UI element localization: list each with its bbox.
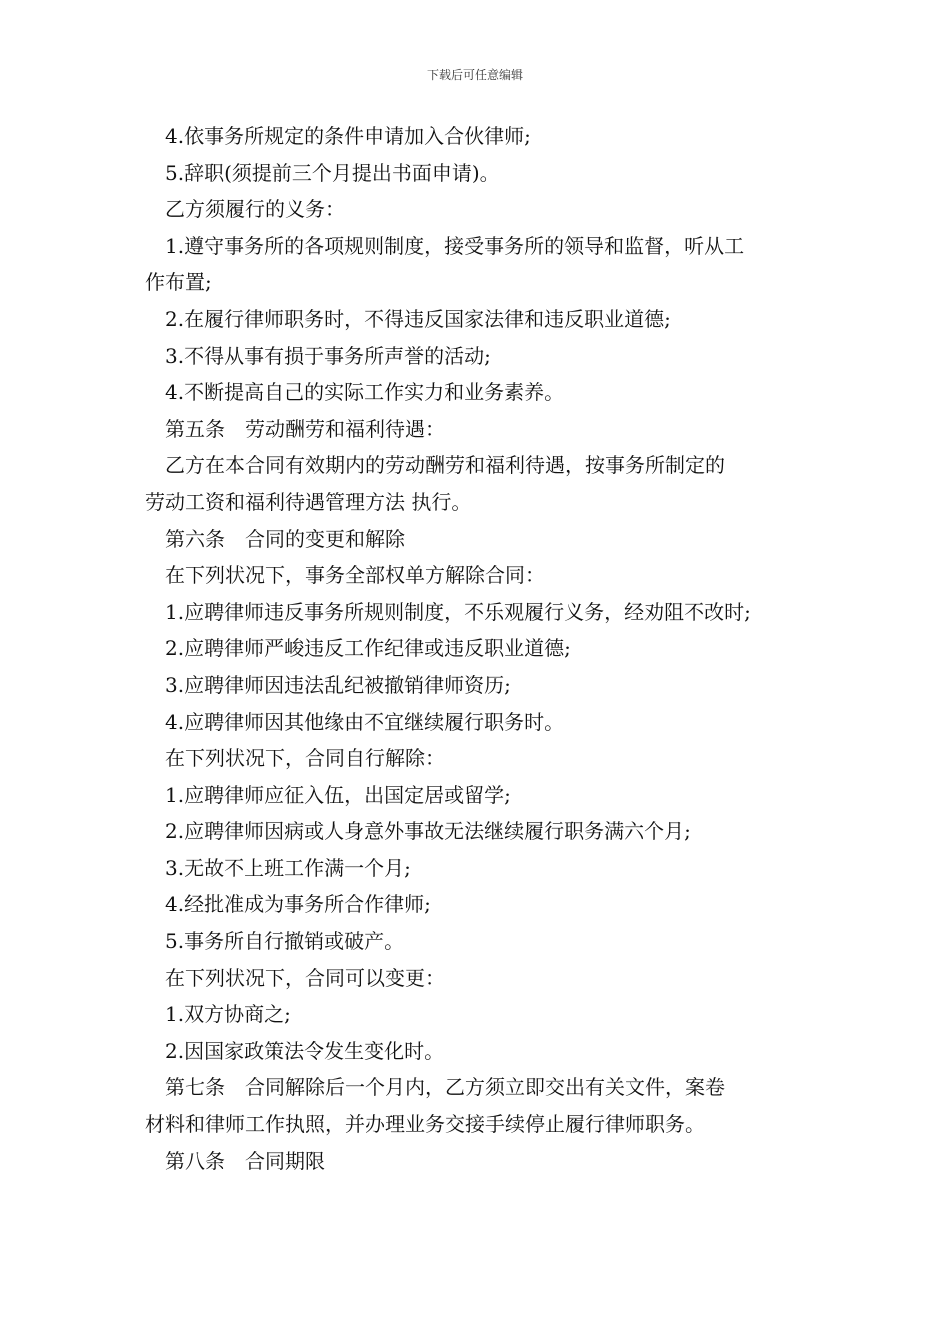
paragraph-line: 4.经批准成为事务所合作律师; <box>165 892 431 917</box>
paragraph-line: 5.事务所自行撤销或破产。 <box>165 929 405 954</box>
paragraph-line: 在下列状况下，合同自行解除： <box>165 746 445 771</box>
paragraph-line: 乙方须履行的义务： <box>165 197 345 222</box>
paragraph-line: 材料和律师工作执照，并办理业务交接手续停止履行律师职务。 <box>145 1112 705 1137</box>
paragraph-line: 劳动工资和福利待遇管理方法 执行。 <box>145 489 472 514</box>
paragraph-line: 2.在履行律师职务时，不得违反国家法律和违反职业道德; <box>165 306 671 331</box>
paragraph-line: 1.双方协商之; <box>165 1002 291 1027</box>
paragraph-line: 1.应聘律师应征入伍，出国定居或留学; <box>165 782 511 807</box>
paragraph-line: 在下列状况下，合同可以变更： <box>165 965 445 990</box>
document-body <box>145 118 825 1179</box>
paragraph-line: 2.应聘律师因病或人身意外事故无法继续履行职务满六个月; <box>165 819 691 844</box>
paragraph-line: 1.遵守事务所的各项规则制度，接受事务所的领导和监督，听从工 <box>165 233 745 258</box>
paragraph-line: 3.不得从事有损于事务所声誉的活动; <box>165 343 491 368</box>
section-heading: 第七条 合同解除后一个月内，乙方须立即交出有关文件，案卷 <box>165 1075 725 1100</box>
section-heading: 第五条 劳动酬劳和福利待遇： <box>165 416 445 441</box>
paragraph-line: 乙方在本合同有效期内的劳动酬劳和福利待遇，按事务所制定的 <box>165 453 725 478</box>
paragraph-line: 作布置; <box>145 270 212 295</box>
paragraph-line: 3.应聘律师因违法乱纪被撤销律师资历; <box>165 672 511 697</box>
paragraph-line: 3.无故不上班工作满一个月; <box>165 855 411 880</box>
paragraph-line: 5.辞职(须提前三个月提出书面申请)。 <box>165 160 500 185</box>
paragraph-line: 在下列状况下，事务全部权单方解除合同： <box>165 563 545 588</box>
section-heading: 第八条 合同期限 <box>165 1148 325 1173</box>
paragraph-line: 4.不断提高自己的实际工作实力和业务素养。 <box>165 380 565 405</box>
paragraph-line: 2.因国家政策法令发生变化时。 <box>165 1038 445 1063</box>
paragraph-line: 2.应聘律师严峻违反工作纪律或违反职业道德; <box>165 636 571 661</box>
section-heading: 第六条 合同的变更和解除 <box>165 526 405 551</box>
paragraph-line: 4.依事务所规定的条件申请加入合伙律师; <box>165 124 531 148</box>
page-header: 下载后可任意编辑 <box>426 68 523 82</box>
paragraph-line: 4.应聘律师因其他缘由不宜继续履行职务时。 <box>165 709 565 734</box>
paragraph-line: 1.应聘律师违反事务所规则制度，不乐观履行义务，经劝阻不改时; <box>165 599 751 624</box>
